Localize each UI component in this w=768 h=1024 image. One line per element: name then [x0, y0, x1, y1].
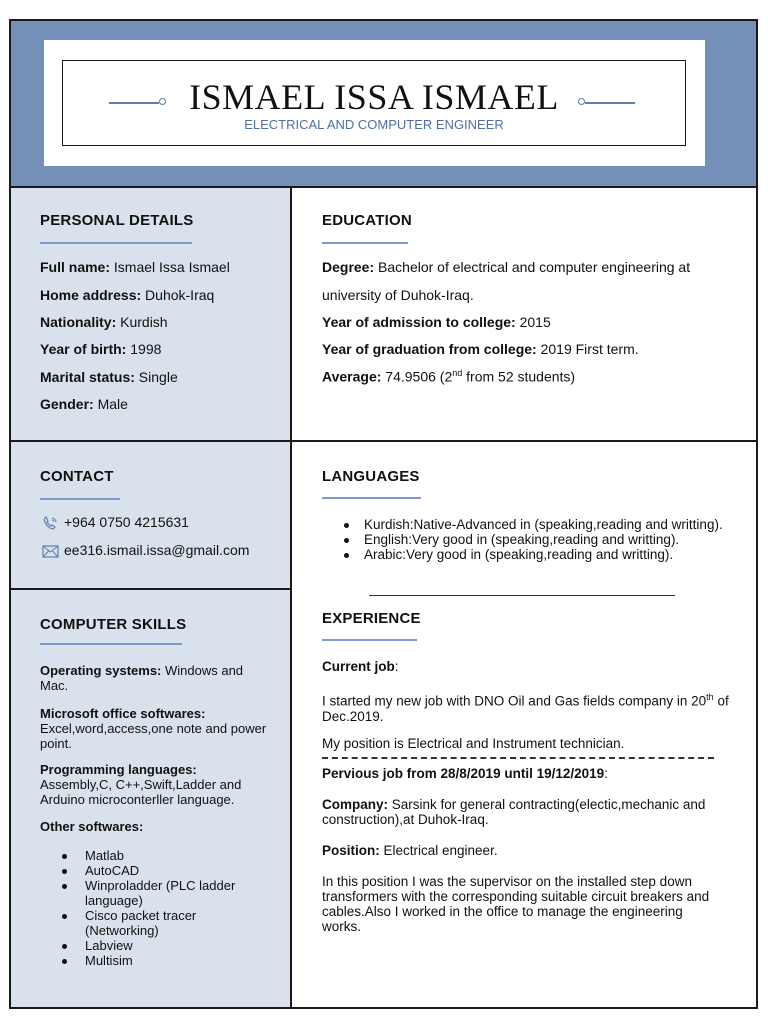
- skills-other-label: [40, 819, 270, 834]
- education-underline: [322, 242, 408, 244]
- label: Pervious job from 28/8/2019 until 19/12/2019: [322, 766, 605, 781]
- software-item: Winproladder (PLC ladder language): [40, 878, 270, 908]
- label: Position:: [322, 843, 380, 858]
- personal-fullname: [40, 259, 230, 275]
- personal-nationality: [40, 314, 168, 330]
- value-tail: of Dec.2019.: [322, 693, 729, 724]
- software-item: Multisim: [40, 953, 270, 968]
- language-item: English:Very good in (speaking,reading and writting).: [340, 532, 740, 547]
- label: Current job: [322, 659, 395, 674]
- value: Bachelor of electrical and computer engineering at: [374, 259, 691, 275]
- label: Average:: [322, 368, 382, 385]
- current-job-label: [322, 659, 732, 674]
- value: Male: [93, 396, 128, 412]
- education-degree: [322, 259, 690, 275]
- label: Microsoft office softwares:: [40, 706, 206, 721]
- value-tail: from 52 students): [462, 368, 576, 385]
- personal-underline: [40, 242, 192, 244]
- previous-position: [322, 843, 736, 858]
- previous-job-label: [322, 766, 736, 781]
- skills-programming: [40, 762, 270, 807]
- education-degree-cont: university of Duhok-Iraq.: [322, 287, 474, 303]
- previous-description: In this position I was the supervisor on the installed step down transformers with the corresponding suitable circuit breakers and cables.Also I worked in the office to manage the engineering works.: [322, 874, 710, 934]
- label: Full name:: [40, 259, 111, 275]
- languages-underline: [322, 497, 421, 499]
- software-item: Matlab: [40, 848, 270, 863]
- experience-heading: EXPERIENCE: [322, 610, 421, 627]
- language-item: Arabic:Very good in (speaking,reading and writting).: [340, 547, 740, 562]
- label: Operating systems:: [40, 663, 162, 678]
- personal-address: [40, 287, 214, 303]
- education-average: [322, 368, 575, 385]
- label: Home address:: [40, 287, 142, 303]
- education-heading: EDUCATION: [322, 212, 412, 229]
- previous-company: [322, 797, 736, 827]
- software-list: [40, 848, 270, 968]
- skills-heading: COMPUTER SKILLS: [40, 616, 187, 633]
- label: Year of birth:: [40, 341, 127, 357]
- value: Ismael Issa Ismael: [110, 259, 230, 275]
- software-item: Cisco packet tracer (Networking): [40, 908, 270, 938]
- value: Kurdish: [116, 314, 168, 330]
- header-banner: [11, 21, 756, 188]
- value: Duhok-Iraq: [141, 287, 215, 303]
- section-divider-2: [11, 588, 290, 590]
- languages-separator: [369, 595, 675, 596]
- education-graduation: [322, 341, 639, 357]
- value: 1998: [126, 341, 162, 357]
- label: Year of admission to college:: [322, 314, 516, 330]
- current-position-text: My position is Electrical and Instrument technician.: [322, 736, 625, 751]
- personal-birth-year: [40, 341, 161, 357]
- skills-underline: [40, 643, 182, 645]
- value: 74.9506 (2: [381, 368, 453, 385]
- email-address: ee316.ismail.issa@gmail.com: [64, 542, 250, 558]
- languages-heading: LANGUAGES: [322, 468, 420, 485]
- value: 2019 First term.: [536, 341, 639, 357]
- skills-office: [40, 706, 270, 751]
- label: Programming languages:: [40, 762, 197, 777]
- contact-phone[interactable]: [42, 514, 189, 531]
- value: Single: [134, 369, 178, 385]
- label: Degree:: [322, 259, 375, 275]
- contact-underline: [40, 498, 120, 500]
- value: Assembly,C, C++,Swift,Ladder and Arduino microconterller language.: [40, 777, 242, 807]
- job-title: ELECTRICAL AND COMPUTER ENGINEER: [244, 117, 504, 132]
- label: Other softwares:: [40, 819, 144, 834]
- resume-page: [9, 19, 758, 1009]
- person-name: ISMAEL ISSA ISMAEL: [189, 77, 559, 117]
- contact-email[interactable]: [42, 542, 249, 558]
- superscript: th: [706, 692, 714, 702]
- personal-heading: PERSONAL DETAILS: [40, 212, 194, 229]
- label: Year of graduation from college:: [322, 341, 537, 357]
- value: Electrical engineer.: [379, 843, 498, 858]
- value: Excel,word,access,one note and power point.: [40, 721, 267, 751]
- education-admission: [322, 314, 551, 330]
- colon: :: [394, 659, 399, 674]
- current-job-text: [322, 690, 736, 724]
- contact-heading: CONTACT: [40, 468, 114, 485]
- value: Sarsink for general contracting(electic,mechanic and construction),at Duhok-Iraq.: [322, 797, 706, 827]
- email-icon: [42, 545, 59, 558]
- skills-os: [40, 663, 270, 693]
- experience-underline: [322, 639, 417, 641]
- phone-icon: [42, 516, 59, 531]
- personal-marital: [40, 369, 178, 385]
- value: Windows and Mac.: [40, 663, 244, 693]
- label: Nationality:: [40, 314, 117, 330]
- language-item: Kurdish:Native-Advanced in (speaking,reading and writting).: [340, 517, 740, 532]
- colon: :: [604, 766, 608, 781]
- section-divider-1: [11, 440, 756, 442]
- label: Company:: [322, 797, 389, 812]
- dashed-separator: [322, 757, 714, 759]
- label: Gender:: [40, 396, 94, 412]
- value: I started my new job with DNO Oil and Gas fields company in 20: [322, 693, 707, 709]
- header-box: [62, 60, 686, 146]
- phone-number: +964 0750 4215631: [64, 514, 189, 530]
- personal-gender: [40, 396, 128, 412]
- label: Marital status:: [40, 369, 135, 385]
- value: 2015: [515, 314, 551, 330]
- superscript: nd: [452, 368, 463, 378]
- software-item: Labview: [40, 938, 270, 953]
- languages-list: [340, 517, 740, 562]
- header-card: [44, 40, 705, 166]
- software-item: AutoCAD: [40, 863, 270, 878]
